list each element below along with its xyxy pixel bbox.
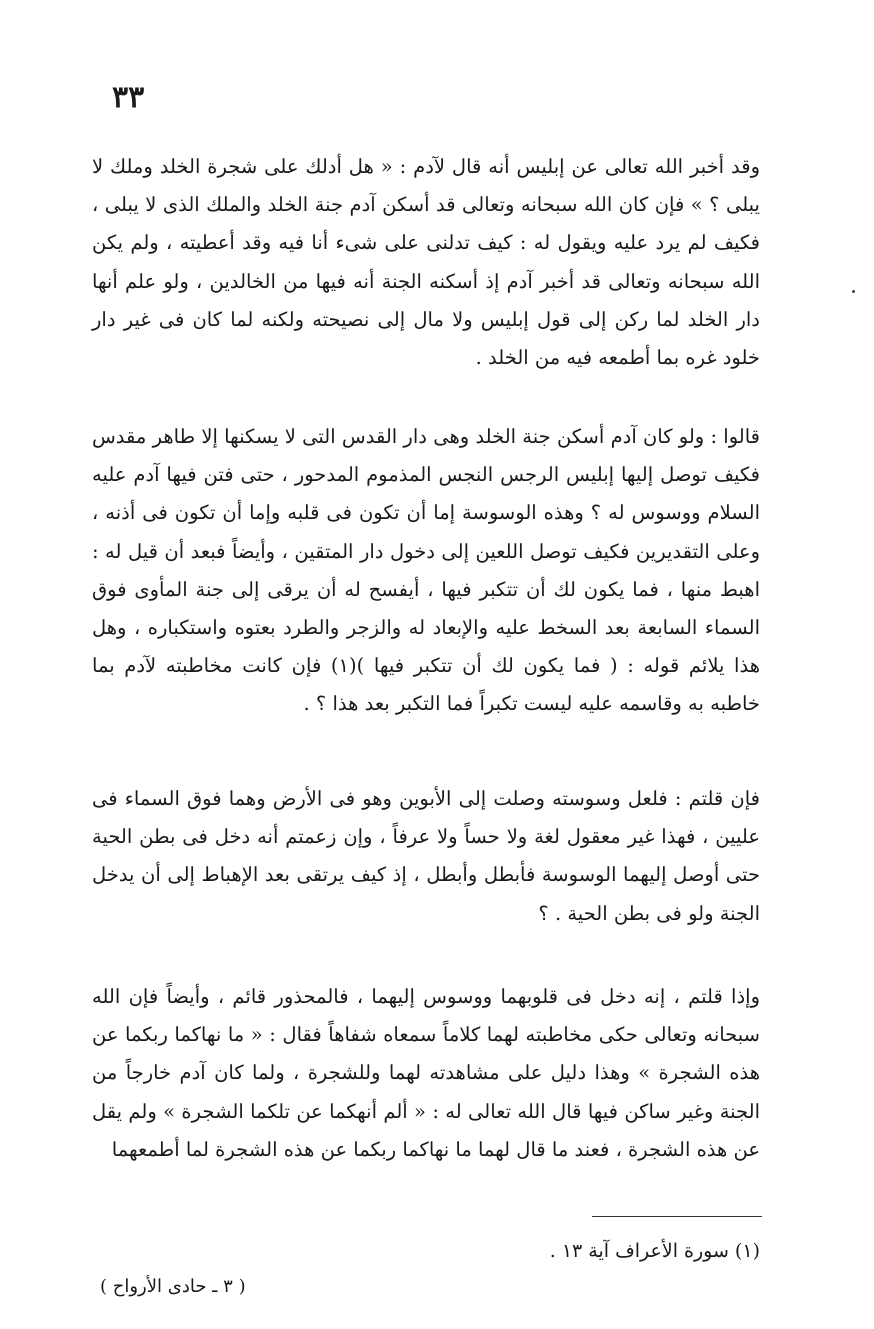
- paragraph-4: وإذا قلتم ، إنه دخل فى قلوبهما ووسوس إليهما ، فالمحذور قائم ، وأيضاً فإن الله سبحانه وتعالى حكى مخاطبته لهما كلاماً سمعاه شفاهاً فقال : « ما نهاكما ربكما عن هذه الشجرة » وهذا دليل على مشاهدته لهما وللشجرة ، ولما كان آدم خارجاً من الجنة وغير ساكن فيها قال الله تعالى له : « ألم أنهكما عن تلكما الشجرة » ولم يقل عن هذه الشجرة ، فعند ما قال لهما ما نهاكما ربكما عن هذه الشجرة لما أطمعهما: [92, 985, 760, 1161]
- paragraph-3: فإن قلتم : فلعل وسوسته وصلت إلى الأبوين وهو فى الأرض وهما فوق السماء فى عليين ، فهذا غير معقول لغة ولا حساً ولا عرفاً ، وإن زعمتم أنه دخل فى بطن الحية حتى أوصل إليهما الوسوسة فأبطل وأبطل ، إذ كيف يرتقى بعد الإهباط إلى أن يدخل الجنة ولو فى بطن الحية . ؟: [92, 787, 760, 925]
- footnote: (١) سورة الأعراف آية ١٣ .: [549, 1240, 760, 1262]
- paragraph-1: وقد أخبر الله تعالى عن إبليس أنه قال لآدم : « هل أدلك على شجرة الخلد وملك لا يبلى ؟ » فإن كان الله سبحانه وتعالى قد أسكن آدم جنة الخلد والملك الذى لا يبلى ، فكيف لم يرد عليه ويقول له : كيف تدلنى على شىء أنا فيه وقد أعطيته ، ولم يكن الله سبحانه وتعالى قد أخبر آدم إذ أسكنه الجنة أنه فيها من الخالدين ، ولو علم أنها دار الخلد لما ركن إلى قول إبليس ولا مال إلى نصيحته ولكنه لما كان فى غير دار خلود غره بما أطمعه فيه من الخلد .: [92, 155, 760, 370]
- paragraph-2: قالوا : ولو كان آدم أسكن جنة الخلد وهى دار القدس التى لا يسكنها إلا طاهر مقدس فكيف توصل إليها إبليس الرجس النجس المذموم المدحور ، حتى فتن فيها آدم عليه السلام ووسوس له ؟ وهذه الوسوسة إما أن تكون فى قلبه وإما أن تكون فى أذنه ، وعلى التقديرين فكيف توصل اللعين إلى دخول دار المتقين ، وأيضاً فبعد أن قيل له : اهبط منها ، فما يكون لك أن تتكبر فيها ، أيفسح له أن يرقى إلى جنة المأوى فوق السماء السابعة بعد السخط عليه والإبعاد له والزجر والطرد بعتوه واستكباره ، وهل هذا يلائم قوله : ( فما يكون لك أن تتكبر فيها )(١) فإن كانت مخاطبته لآدم بما خاطبه به وقاسمه عليه ليست تكبراً فما التكبر بعد هذا ؟ .: [92, 425, 760, 716]
- footnote-divider: [592, 1216, 762, 1217]
- margin-dot: [852, 290, 855, 293]
- page-number: ٣٣: [112, 80, 145, 115]
- signature-mark: ( ٣ ـ حادى الأرواح ): [100, 1276, 246, 1297]
